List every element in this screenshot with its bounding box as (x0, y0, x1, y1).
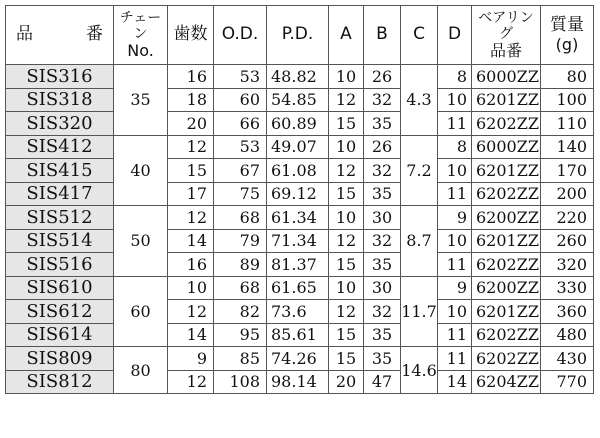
bearing-cell: 6202ZZ (472, 112, 541, 136)
sprocket-spec-table (5, 5, 594, 394)
teeth-cell: 12 (168, 206, 214, 230)
table-row (6, 323, 594, 347)
d-cell: 9 (438, 276, 472, 300)
a-cell: 12 (329, 159, 364, 183)
teeth-cell: 14 (168, 323, 214, 347)
bearing-cell: 6000ZZ (472, 65, 541, 89)
table-row (6, 112, 594, 136)
pd-cell: 61.08 (267, 159, 329, 183)
pd-cell: 48.82 (267, 65, 329, 89)
b-cell: 32 (364, 159, 401, 183)
weight-cell: 200 (541, 182, 594, 206)
header-pd: P.D. (267, 6, 329, 65)
bearing-cell: 6200ZZ (472, 206, 541, 230)
header-part-char-1: 品 (16, 24, 33, 45)
pd-cell: 49.07 (267, 135, 329, 159)
a-cell: 15 (329, 182, 364, 206)
part-number-cell: SIS809 (6, 347, 114, 371)
teeth-cell: 12 (168, 300, 214, 324)
bearing-cell: 6202ZZ (472, 253, 541, 277)
header-d: D (438, 6, 472, 65)
part-number-cell: SIS612 (6, 300, 114, 324)
b-cell: 32 (364, 300, 401, 324)
a-cell: 15 (329, 112, 364, 136)
part-number-cell: SIS812 (6, 370, 114, 394)
part-number-cell: SIS417 (6, 182, 114, 206)
teeth-cell: 18 (168, 88, 214, 112)
teeth-cell: 14 (168, 229, 214, 253)
header-c: C (401, 6, 438, 65)
pd-cell: 85.61 (267, 323, 329, 347)
d-cell: 11 (438, 112, 472, 136)
b-cell: 30 (364, 276, 401, 300)
table-row (6, 182, 594, 206)
table-row (6, 276, 594, 300)
a-cell: 15 (329, 347, 364, 371)
pd-cell: 61.34 (267, 206, 329, 230)
teeth-cell: 17 (168, 182, 214, 206)
teeth-cell: 12 (168, 135, 214, 159)
chain-no-cell: 60 (114, 276, 168, 347)
weight-cell: 170 (541, 159, 594, 183)
chain-no-cell: 40 (114, 135, 168, 206)
header-weight (541, 6, 594, 65)
table-row (6, 159, 594, 183)
a-cell: 10 (329, 206, 364, 230)
table-row (6, 347, 594, 371)
pd-cell: 71.34 (267, 229, 329, 253)
bearing-cell: 6202ZZ (472, 347, 541, 371)
table-row (6, 300, 594, 324)
a-cell: 15 (329, 323, 364, 347)
header-bearing-line2: 品番 (489, 40, 522, 60)
d-cell: 14 (438, 370, 472, 394)
part-number-cell: SIS316 (6, 65, 114, 89)
header-a: A (329, 6, 364, 65)
bearing-cell: 6204ZZ (472, 370, 541, 394)
weight-cell: 430 (541, 347, 594, 371)
table-row (6, 135, 594, 159)
header-bearing (472, 6, 541, 65)
od-cell: 79 (214, 229, 267, 253)
od-cell: 108 (214, 370, 267, 394)
header-chain-line1: チェーン (119, 9, 162, 42)
b-cell: 47 (364, 370, 401, 394)
a-cell: 12 (329, 300, 364, 324)
bearing-cell: 6201ZZ (472, 159, 541, 183)
header-weight-line2: (g) (555, 34, 579, 54)
header-chain-no (114, 6, 168, 65)
b-cell: 35 (364, 112, 401, 136)
weight-cell: 330 (541, 276, 594, 300)
teeth-cell: 20 (168, 112, 214, 136)
d-cell: 11 (438, 323, 472, 347)
part-number-cell: SIS320 (6, 112, 114, 136)
pd-cell: 54.85 (267, 88, 329, 112)
teeth-cell: 15 (168, 159, 214, 183)
a-cell: 12 (329, 88, 364, 112)
part-number-cell: SIS610 (6, 276, 114, 300)
weight-cell: 320 (541, 253, 594, 277)
bearing-cell: 6000ZZ (472, 135, 541, 159)
c-cell: 8.7 (401, 206, 438, 277)
pd-cell: 74.26 (267, 347, 329, 371)
header-part-number (6, 6, 114, 65)
bearing-cell: 6201ZZ (472, 88, 541, 112)
a-cell: 15 (329, 253, 364, 277)
header-b: B (364, 6, 401, 65)
part-number-cell: SIS412 (6, 135, 114, 159)
od-cell: 82 (214, 300, 267, 324)
spec-table-wrapper (5, 5, 594, 394)
weight-cell: 260 (541, 229, 594, 253)
bearing-cell: 6200ZZ (472, 276, 541, 300)
teeth-cell: 16 (168, 253, 214, 277)
bearing-cell: 6202ZZ (472, 323, 541, 347)
c-cell: 11.7 (401, 276, 438, 347)
part-number-cell: SIS318 (6, 88, 114, 112)
od-cell: 53 (214, 135, 267, 159)
b-cell: 35 (364, 182, 401, 206)
table-row (6, 229, 594, 253)
header-teeth: 歯数 (168, 6, 214, 65)
header-od: O.D. (214, 6, 267, 65)
weight-cell: 110 (541, 112, 594, 136)
d-cell: 8 (438, 65, 472, 89)
a-cell: 10 (329, 135, 364, 159)
part-number-cell: SIS516 (6, 253, 114, 277)
b-cell: 26 (364, 135, 401, 159)
chain-no-cell: 50 (114, 206, 168, 277)
header-row (6, 6, 594, 65)
table-body (6, 65, 594, 394)
weight-cell: 220 (541, 206, 594, 230)
b-cell: 32 (364, 229, 401, 253)
bearing-cell: 6201ZZ (472, 229, 541, 253)
pd-cell: 60.89 (267, 112, 329, 136)
d-cell: 11 (438, 182, 472, 206)
header-chain-line2: No. (127, 40, 154, 60)
od-cell: 95 (214, 323, 267, 347)
b-cell: 30 (364, 206, 401, 230)
teeth-cell: 10 (168, 276, 214, 300)
table-row (6, 253, 594, 277)
od-cell: 67 (214, 159, 267, 183)
weight-cell: 360 (541, 300, 594, 324)
teeth-cell: 12 (168, 370, 214, 394)
d-cell: 9 (438, 206, 472, 230)
b-cell: 35 (364, 347, 401, 371)
od-cell: 89 (214, 253, 267, 277)
pd-cell: 98.14 (267, 370, 329, 394)
d-cell: 10 (438, 300, 472, 324)
teeth-cell: 16 (168, 65, 214, 89)
header-bearing-line1: ベアリング (478, 9, 534, 42)
bearing-cell: 6202ZZ (472, 182, 541, 206)
d-cell: 8 (438, 135, 472, 159)
bearing-cell: 6201ZZ (472, 300, 541, 324)
header-weight-line1: 質量 (550, 15, 584, 36)
d-cell: 11 (438, 347, 472, 371)
header-part-char-2: 番 (86, 24, 103, 45)
table-row (6, 88, 594, 112)
od-cell: 75 (214, 182, 267, 206)
c-cell: 7.2 (401, 135, 438, 206)
d-cell: 10 (438, 88, 472, 112)
b-cell: 32 (364, 88, 401, 112)
weight-cell: 80 (541, 65, 594, 89)
od-cell: 66 (214, 112, 267, 136)
b-cell: 35 (364, 253, 401, 277)
part-number-cell: SIS514 (6, 229, 114, 253)
b-cell: 26 (364, 65, 401, 89)
part-number-cell: SIS415 (6, 159, 114, 183)
d-cell: 11 (438, 253, 472, 277)
table-row (6, 65, 594, 89)
od-cell: 53 (214, 65, 267, 89)
a-cell: 12 (329, 229, 364, 253)
weight-cell: 770 (541, 370, 594, 394)
table-row (6, 206, 594, 230)
pd-cell: 61.65 (267, 276, 329, 300)
a-cell: 20 (329, 370, 364, 394)
chain-no-cell: 35 (114, 65, 168, 136)
od-cell: 68 (214, 276, 267, 300)
c-cell: 14.6 (401, 347, 438, 394)
od-cell: 85 (214, 347, 267, 371)
part-number-cell: SIS512 (6, 206, 114, 230)
a-cell: 10 (329, 276, 364, 300)
a-cell: 10 (329, 65, 364, 89)
table-row (6, 370, 594, 394)
pd-cell: 73.6 (267, 300, 329, 324)
od-cell: 60 (214, 88, 267, 112)
weight-cell: 100 (541, 88, 594, 112)
d-cell: 10 (438, 229, 472, 253)
weight-cell: 140 (541, 135, 594, 159)
d-cell: 10 (438, 159, 472, 183)
teeth-cell: 9 (168, 347, 214, 371)
part-number-cell: SIS614 (6, 323, 114, 347)
pd-cell: 81.37 (267, 253, 329, 277)
pd-cell: 69.12 (267, 182, 329, 206)
b-cell: 35 (364, 323, 401, 347)
weight-cell: 480 (541, 323, 594, 347)
od-cell: 68 (214, 206, 267, 230)
chain-no-cell: 80 (114, 347, 168, 394)
c-cell: 4.3 (401, 65, 438, 136)
